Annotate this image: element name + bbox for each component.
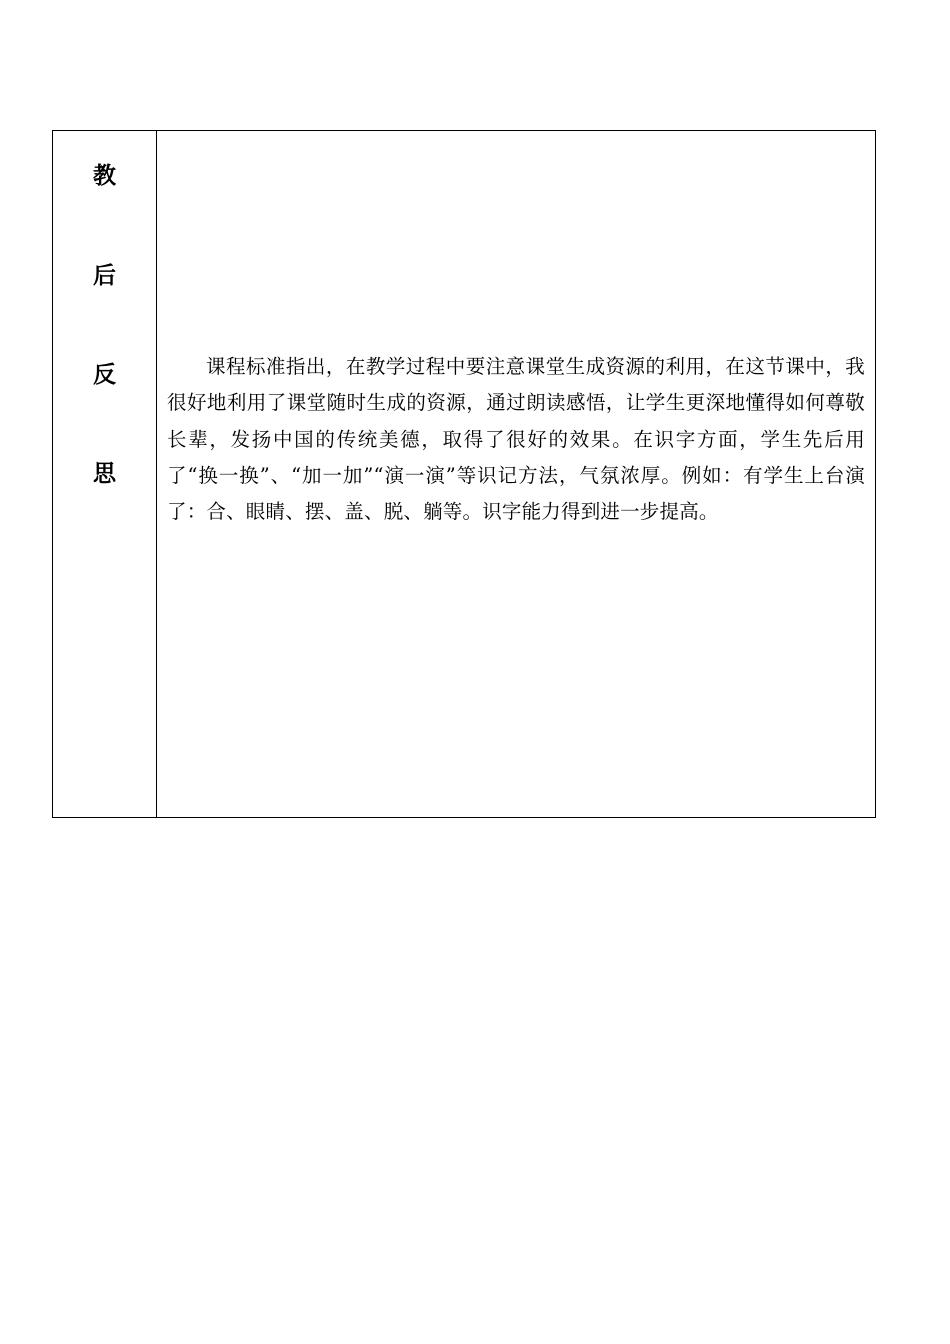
content-cell <box>157 131 875 817</box>
reflection-table <box>52 130 876 818</box>
label-cell <box>53 131 157 817</box>
label-char-fan: 反 <box>93 362 116 388</box>
label-char-hou: 后 <box>93 263 116 289</box>
label-char-jiao: 教 <box>93 163 116 189</box>
reflection-paragraph: 课程标准指出，在教学过程中要注意课堂生成资源的利用，在这节课中，我很好地利用了课堂随时生成的资源，通过朗读感悟，让学生更深地懂得如何尊敬长辈，发扬中国的传统美德，取得了很好的效果。在识字方面，学生先后用了“换一换”、“加一加”“演一演”等识记方法，气氛浓厚。例如：有学生上台演了：合、眼睛、摆、盖、脱、躺等。识字能力得到进一步提高。 <box>167 355 865 524</box>
label-char-si: 思 <box>93 461 116 487</box>
